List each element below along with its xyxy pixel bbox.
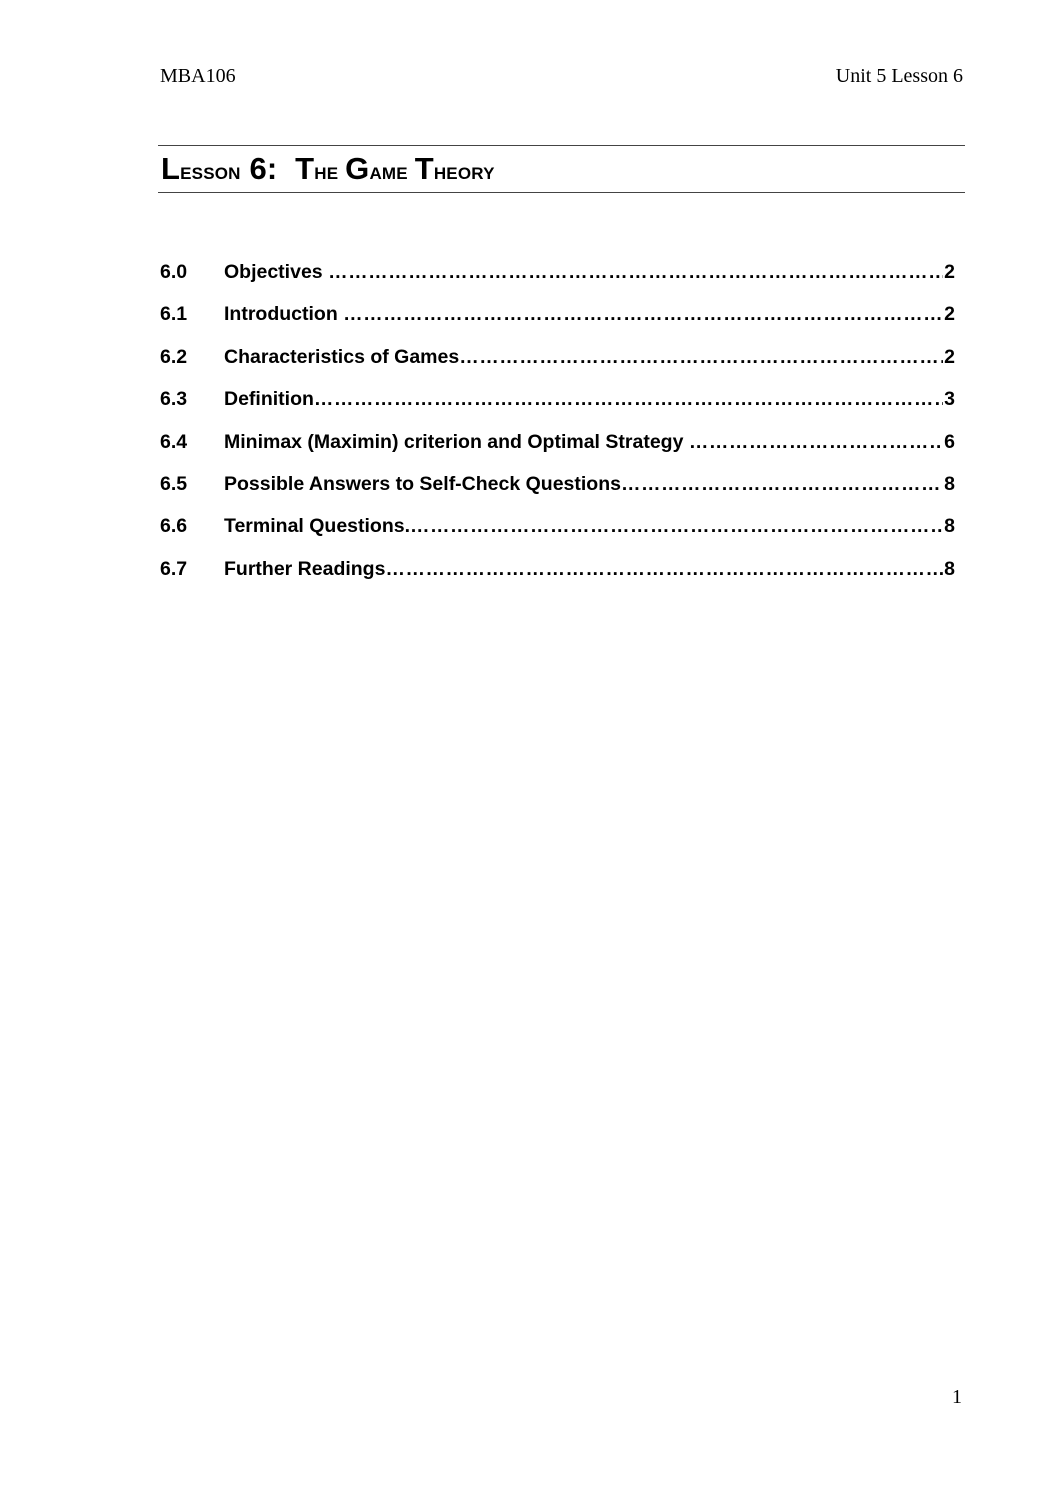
toc-item-label: Further Readings [224, 557, 386, 580]
toc-item-label: Objectives [224, 261, 329, 283]
toc-item[interactable] [160, 510, 955, 552]
toc-item-line [224, 468, 955, 500]
title-word-theory-rest: heory [433, 158, 495, 185]
title-initial-t2: T [414, 151, 434, 186]
toc-item-page: 8 [944, 557, 955, 580]
toc-leader-dots [328, 256, 943, 288]
toc-item-page: 2 [944, 303, 955, 326]
toc-item[interactable] [160, 341, 955, 383]
toc-item-line [224, 383, 955, 415]
toc-leader-dots [314, 383, 943, 415]
toc-item-line [224, 298, 955, 330]
toc-item-line [224, 426, 955, 458]
toc-item-number: 6.0 [160, 261, 188, 283]
toc-item-page: 8 [944, 472, 955, 495]
toc-item-line [224, 256, 955, 288]
title-block [158, 145, 965, 193]
toc-item-page: 8 [944, 515, 955, 538]
toc-item[interactable] [160, 256, 955, 298]
title-initial-t1: T [295, 151, 315, 186]
toc-item-number: 6.7 [160, 557, 188, 580]
toc-item-number: 6.3 [160, 388, 188, 411]
toc-item[interactable] [160, 553, 955, 595]
title-initial-g: G [345, 151, 370, 186]
toc-item-page: 3 [944, 388, 955, 411]
toc-item-label: Definition [224, 388, 314, 411]
table-of-contents [160, 256, 955, 595]
title-initial-l: L [161, 151, 181, 186]
toc-item-label: Introduction [224, 303, 344, 326]
title-word-the-rest: he [314, 158, 346, 185]
toc-item-line [224, 553, 955, 585]
toc-leader-dots [343, 298, 943, 330]
page-title [161, 150, 495, 191]
title-word-game-rest: ame [369, 158, 415, 185]
toc-item-page: 6 [944, 430, 955, 453]
toc-item-number: 6.1 [160, 303, 188, 326]
toc-item[interactable] [160, 468, 955, 510]
toc-item-line [224, 510, 955, 542]
toc-item-label: Minimax (Maximin) criterion and Optimal Strategy [224, 430, 689, 453]
header-unit-lesson: Unit 5 Lesson 6 [835, 65, 963, 87]
page-number: 1 [952, 1386, 962, 1408]
toc-leader-dots [621, 468, 943, 500]
toc-item-number: 6.2 [160, 345, 188, 368]
toc-item-page: 2 [944, 261, 955, 283]
toc-item[interactable] [160, 298, 955, 340]
title-number: 6: [240, 151, 296, 186]
toc-item-page: 2 [944, 345, 955, 368]
toc-item[interactable] [160, 426, 955, 468]
toc-leader-dots [689, 426, 943, 458]
title-word-lesson-rest: esson [180, 158, 241, 185]
toc-item-label: Terminal Questions. [224, 515, 411, 538]
toc-leader-dots [410, 510, 943, 542]
toc-leader-dots [459, 341, 943, 373]
toc-item-line [224, 341, 955, 373]
toc-item-number: 6.4 [160, 430, 188, 453]
toc-item[interactable] [160, 383, 955, 425]
toc-item-number: 6.5 [160, 472, 188, 495]
toc-item-label: Characteristics of Games [224, 345, 460, 368]
toc-item-number: 6.6 [160, 515, 188, 538]
toc-item-label: Possible Answers to Self-Check Questions [224, 472, 621, 495]
header-course-code: MBA106 [160, 65, 236, 87]
toc-leader-dots [385, 553, 943, 585]
